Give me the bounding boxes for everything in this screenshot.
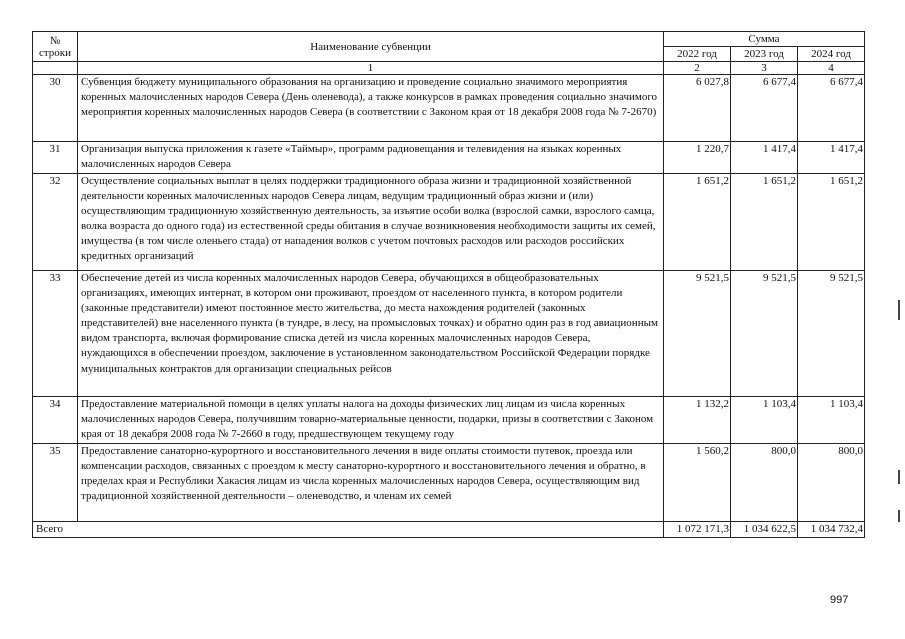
subsidy-table bbox=[32, 31, 865, 538]
row-text: Предоставление материальной помощи в целях уплаты налога на доходы физических лиц лицам из числа коренных малочисленных народов Севера, получившим товарно-материальные ценности, подарки, призы в соответствии с Законом края от 18 декабря 2008 года № 7-2660 в году, предшествующем текущему году bbox=[78, 397, 664, 444]
row-value-2024: 800,0 bbox=[798, 444, 865, 522]
row-value-2023: 1 651,2 bbox=[731, 174, 798, 271]
total-label: Всего bbox=[33, 522, 664, 538]
row-number: 33 bbox=[33, 271, 78, 397]
row-text: Предоставление санаторно-курортного и восстановительного лечения в виде оплаты стоимости путевок, проезда или компенсации расходов, связанных с проездом к месту санаторно-курортного и восстановительного лечения и обратно, в пределах края и Республики Хакасия лицам из числа коренных малочисленных народов Севера, осуществляющим вид традиционной хозяйственной деятельности – оленеводство, и членам их семей bbox=[78, 444, 664, 522]
column-number-3: 3 bbox=[731, 62, 798, 75]
page-number: 997 bbox=[830, 594, 849, 606]
row-value-2022: 9 521,5 bbox=[664, 271, 731, 397]
total-value-2024: 1 034 732,4 bbox=[798, 522, 865, 538]
column-number-4: 4 bbox=[798, 62, 865, 75]
subsidy-table-container bbox=[32, 31, 864, 538]
header-year-2022: 2022 год bbox=[664, 47, 731, 62]
table-row bbox=[33, 75, 865, 142]
row-value-2024: 1 103,4 bbox=[798, 397, 865, 444]
header-row-1 bbox=[33, 32, 865, 47]
column-numbers-row bbox=[33, 62, 865, 75]
table-row bbox=[33, 142, 865, 174]
header-year-2023: 2023 год bbox=[731, 47, 798, 62]
row-number: 35 bbox=[33, 444, 78, 522]
row-value-2023: 6 677,4 bbox=[731, 75, 798, 142]
scan-edge-mark bbox=[898, 470, 900, 484]
row-value-2024: 6 677,4 bbox=[798, 75, 865, 142]
total-value-2023: 1 034 622,5 bbox=[731, 522, 798, 538]
table-row bbox=[33, 397, 865, 444]
header-row-number-line2: строки bbox=[38, 46, 72, 59]
column-number-blank bbox=[33, 62, 78, 75]
row-value-2023: 9 521,5 bbox=[731, 271, 798, 397]
scan-edge-mark bbox=[898, 510, 900, 522]
table-row bbox=[33, 271, 865, 397]
header-row-number-line1: № bbox=[49, 34, 61, 47]
table-row bbox=[33, 174, 865, 271]
row-value-2024: 1 651,2 bbox=[798, 174, 865, 271]
row-value-2023: 1 417,4 bbox=[731, 142, 798, 174]
total-row bbox=[33, 522, 865, 538]
row-number: 30 bbox=[33, 75, 78, 142]
row-value-2022: 1 651,2 bbox=[664, 174, 731, 271]
row-value-2023: 800,0 bbox=[731, 444, 798, 522]
row-number: 34 bbox=[33, 397, 78, 444]
column-number-1: 1 bbox=[78, 62, 664, 75]
row-number: 31 bbox=[33, 142, 78, 174]
scan-edge-mark bbox=[898, 300, 900, 320]
header-row-number bbox=[33, 32, 78, 62]
header-sum: Сумма bbox=[664, 32, 865, 47]
table-row bbox=[33, 444, 865, 522]
row-value-2022: 1 560,2 bbox=[664, 444, 731, 522]
row-value-2022: 1 220,7 bbox=[664, 142, 731, 174]
row-text: Организация выпуска приложения к газете «Таймыр», программ радиовещания и телевидения на языках коренных малочисленных народов Севера bbox=[78, 142, 664, 174]
row-text: Осуществление социальных выплат в целях поддержки традиционного образа жизни и традиционной хозяйственной деятельности коренных малочисленных народов Севера лицам, ведущим традиционный образ жизни и (или) осуществляющим традиционную хозяйственную деятельность, за изъятие особи волка (взрослой самки, взрослого самца, волка возраста до одного года) из естественной среды обитания в случае возникновения необходимости защиты их семей, имущества (в том числе оленьего стада) от нападения волков с учетом почтовых расходов или расходов российских кредитных организаций bbox=[78, 174, 664, 271]
row-number: 32 bbox=[33, 174, 78, 271]
header-subsidy-name: Наименование субвенции bbox=[78, 32, 664, 62]
column-number-2: 2 bbox=[664, 62, 731, 75]
row-text: Субвенция бюджету муниципального образования на организацию и проведение социально значимого мероприятия коренных малочисленных народов Севера (День оленевода), а также конкурсов в рамках проведения социально значимого мероприятия коренных малочисленных народов Севера (в соответствии с Законом края от 18 декабря 2008 года № 7-2670) bbox=[78, 75, 664, 142]
row-text: Обеспечение детей из числа коренных малочисленных народов Севера, обучающихся в общеобразовательных организациях, имеющих интернат, в котором они проживают, проездом от населенного пункта, в котором родители (законные представители) имеют постоянное место жительства, до места нахождения родителей (законных представителей) вне населенного пункта (в тундре, в лесу, на промысловых точках) и обратно один раз в год авиационным видом транспорта, включая формирование списка детей из числа коренных малочисленных народов Севера, нуждающихся в обеспечении проездом, заключение в установленном законодательством Российской Федерации порядке муниципальных контрактов для организации специальных рейсов bbox=[78, 271, 664, 397]
row-value-2022: 6 027,8 bbox=[664, 75, 731, 142]
row-value-2023: 1 103,4 bbox=[731, 397, 798, 444]
header-year-2024: 2024 год bbox=[798, 47, 865, 62]
row-value-2024: 9 521,5 bbox=[798, 271, 865, 397]
row-value-2024: 1 417,4 bbox=[798, 142, 865, 174]
row-value-2022: 1 132,2 bbox=[664, 397, 731, 444]
total-value-2022: 1 072 171,3 bbox=[664, 522, 731, 538]
